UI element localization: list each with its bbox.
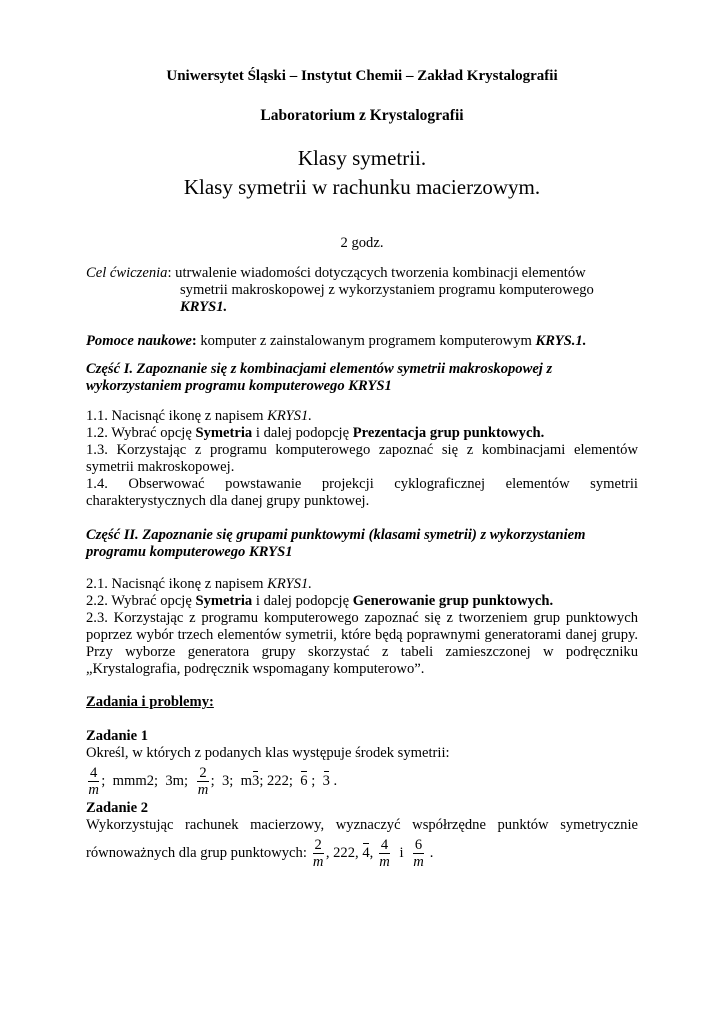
fraction xyxy=(313,837,324,870)
task-2-text: Wykorzystując rachunek macierzowy, wyznaczyć współrzędne punktów symetrycznie xyxy=(86,817,638,833)
part-2-list xyxy=(86,576,638,678)
aids-colon: : xyxy=(191,333,197,349)
part-2-heading: Część II. Zapoznanie się grupami punktowymi (klasami symetrii) z wykorzystaniem programu komputerowego KRYS1 xyxy=(86,527,586,560)
task-1-title: Zadanie 1 xyxy=(86,728,149,744)
subtitle: Klasy symetrii w rachunku macierzowym. xyxy=(183,175,541,199)
item-text: 1.2. Wybrać opcję xyxy=(86,425,196,441)
overbar-symbol: 4 xyxy=(362,844,370,861)
option-name: Symetria xyxy=(195,425,253,441)
university-header: Uniwersytet Śląski – Instytut Chemii – Zakład Krystalografii xyxy=(166,68,558,84)
item-text: 2.2. Wybrać opcję xyxy=(86,593,196,609)
list-item: 1.4. Obserwować powstawanie projekcji cyklograficznej elementów symetrii charakterystycznych dla danej grupy punktowej. xyxy=(86,476,638,509)
fraction-numerator: 6 xyxy=(414,836,423,853)
suboption-name: Prezentacja grup punktowych. xyxy=(352,425,545,441)
math-text: równoważnych dla grup punktowych: xyxy=(86,844,311,861)
math-text: ; 222; xyxy=(259,772,301,789)
math-text: , xyxy=(369,844,377,861)
fraction xyxy=(197,765,208,798)
aids-label: Pomoce naukowe xyxy=(86,333,192,349)
math-text: ; xyxy=(101,772,109,789)
task-2-formula xyxy=(86,833,638,873)
math-text: . xyxy=(329,772,338,789)
aids-line xyxy=(86,333,638,350)
fraction-denominator: m xyxy=(88,781,99,798)
option-name: Symetria xyxy=(195,593,253,609)
list-item xyxy=(86,593,638,610)
list-item xyxy=(86,408,638,425)
lab-title: Laboratorium z Krystalografii xyxy=(260,107,464,124)
math-text: . xyxy=(426,844,434,861)
objective-label: Cel ćwiczenia xyxy=(86,265,168,281)
overbar-symbol: 6 xyxy=(300,772,308,789)
objective-line-3: KRYS1. xyxy=(180,299,228,315)
objective-block xyxy=(86,265,638,316)
fraction-denominator: m xyxy=(197,781,209,798)
item-text: 2.1. Nacisnąć ikonę z napisem xyxy=(86,576,268,592)
fraction xyxy=(88,765,99,798)
task-1-text: Określ, w których z podanych klas występuje środek symetrii: xyxy=(86,745,450,761)
task-1-formula xyxy=(86,763,638,799)
part-1-heading: Część I. Zapoznanie się z kombinacjami elementów symetrii makroskopowej z wykorzystaniem programu komputerowego KRYS1 xyxy=(86,361,553,394)
objective-line-2: symetrii makroskopowej z wykorzystaniem programu komputerowego xyxy=(180,282,594,298)
tasks-heading: Zadania i problemy: xyxy=(86,694,214,710)
suboption-name: Generowanie grup punktowych. xyxy=(352,593,554,609)
fraction-denominator: m xyxy=(379,853,390,870)
fraction-denominator: m xyxy=(413,853,424,870)
task-2-title: Zadanie 2 xyxy=(86,800,149,816)
program-name: KRYS1. xyxy=(267,408,312,424)
math-text: ; xyxy=(307,772,323,789)
program-name: KRYS1. xyxy=(267,576,312,592)
list-item xyxy=(86,425,638,442)
item-text: 1.1. Nacisnąć ikonę z napisem xyxy=(86,408,268,424)
overbar-symbol: 3 xyxy=(252,772,260,789)
overbar-symbol: 3 xyxy=(322,772,330,789)
math-text: i xyxy=(392,844,411,861)
fraction xyxy=(379,837,390,870)
objective-line-1: : utrwalenie wiadomości dotyczących tworzenia kombinacji elementów xyxy=(167,265,586,281)
item-text: i dalej podopcję xyxy=(252,593,353,609)
main-title: Klasy symetrii. xyxy=(297,146,427,170)
fraction-numerator: 4 xyxy=(90,764,98,781)
fraction-denominator: m xyxy=(312,853,324,870)
fraction-numerator: 2 xyxy=(314,836,322,853)
math-text: mmm2; xyxy=(109,772,159,789)
math-text: ; 3; m xyxy=(210,772,253,789)
fraction xyxy=(413,837,424,870)
duration: 2 godz. xyxy=(340,235,384,251)
aids-program: KRYS.1. xyxy=(535,333,587,349)
item-text: i dalej podopcję xyxy=(252,425,353,441)
fraction-numerator: 2 xyxy=(199,764,207,781)
aids-text: komputer z zainstalowanym programem komputerowym xyxy=(196,333,536,349)
list-item: 2.3. Korzystając z programu komputerowego zapoznać się z tworzeniem grup punktowych poprzez wybór trzech elementów symetrii, które będą poprawnymi generatorami danej grupy. Przy wyborze generatora grupy skorzystać z tabeli zamieszczonej w podręczniku „Krystalografia, podręcznik wspomagany komputerowo”. xyxy=(86,610,638,677)
part-1-list xyxy=(86,408,638,510)
fraction-numerator: 4 xyxy=(380,836,389,853)
math-text: , 222, xyxy=(325,844,363,861)
list-item: 1.3. Korzystając z programu komputerowego zapoznać się z kombinacjami elementów symetrii makroskopowej. xyxy=(86,442,638,475)
list-item xyxy=(86,576,638,593)
math-text: 3m; xyxy=(158,772,196,789)
